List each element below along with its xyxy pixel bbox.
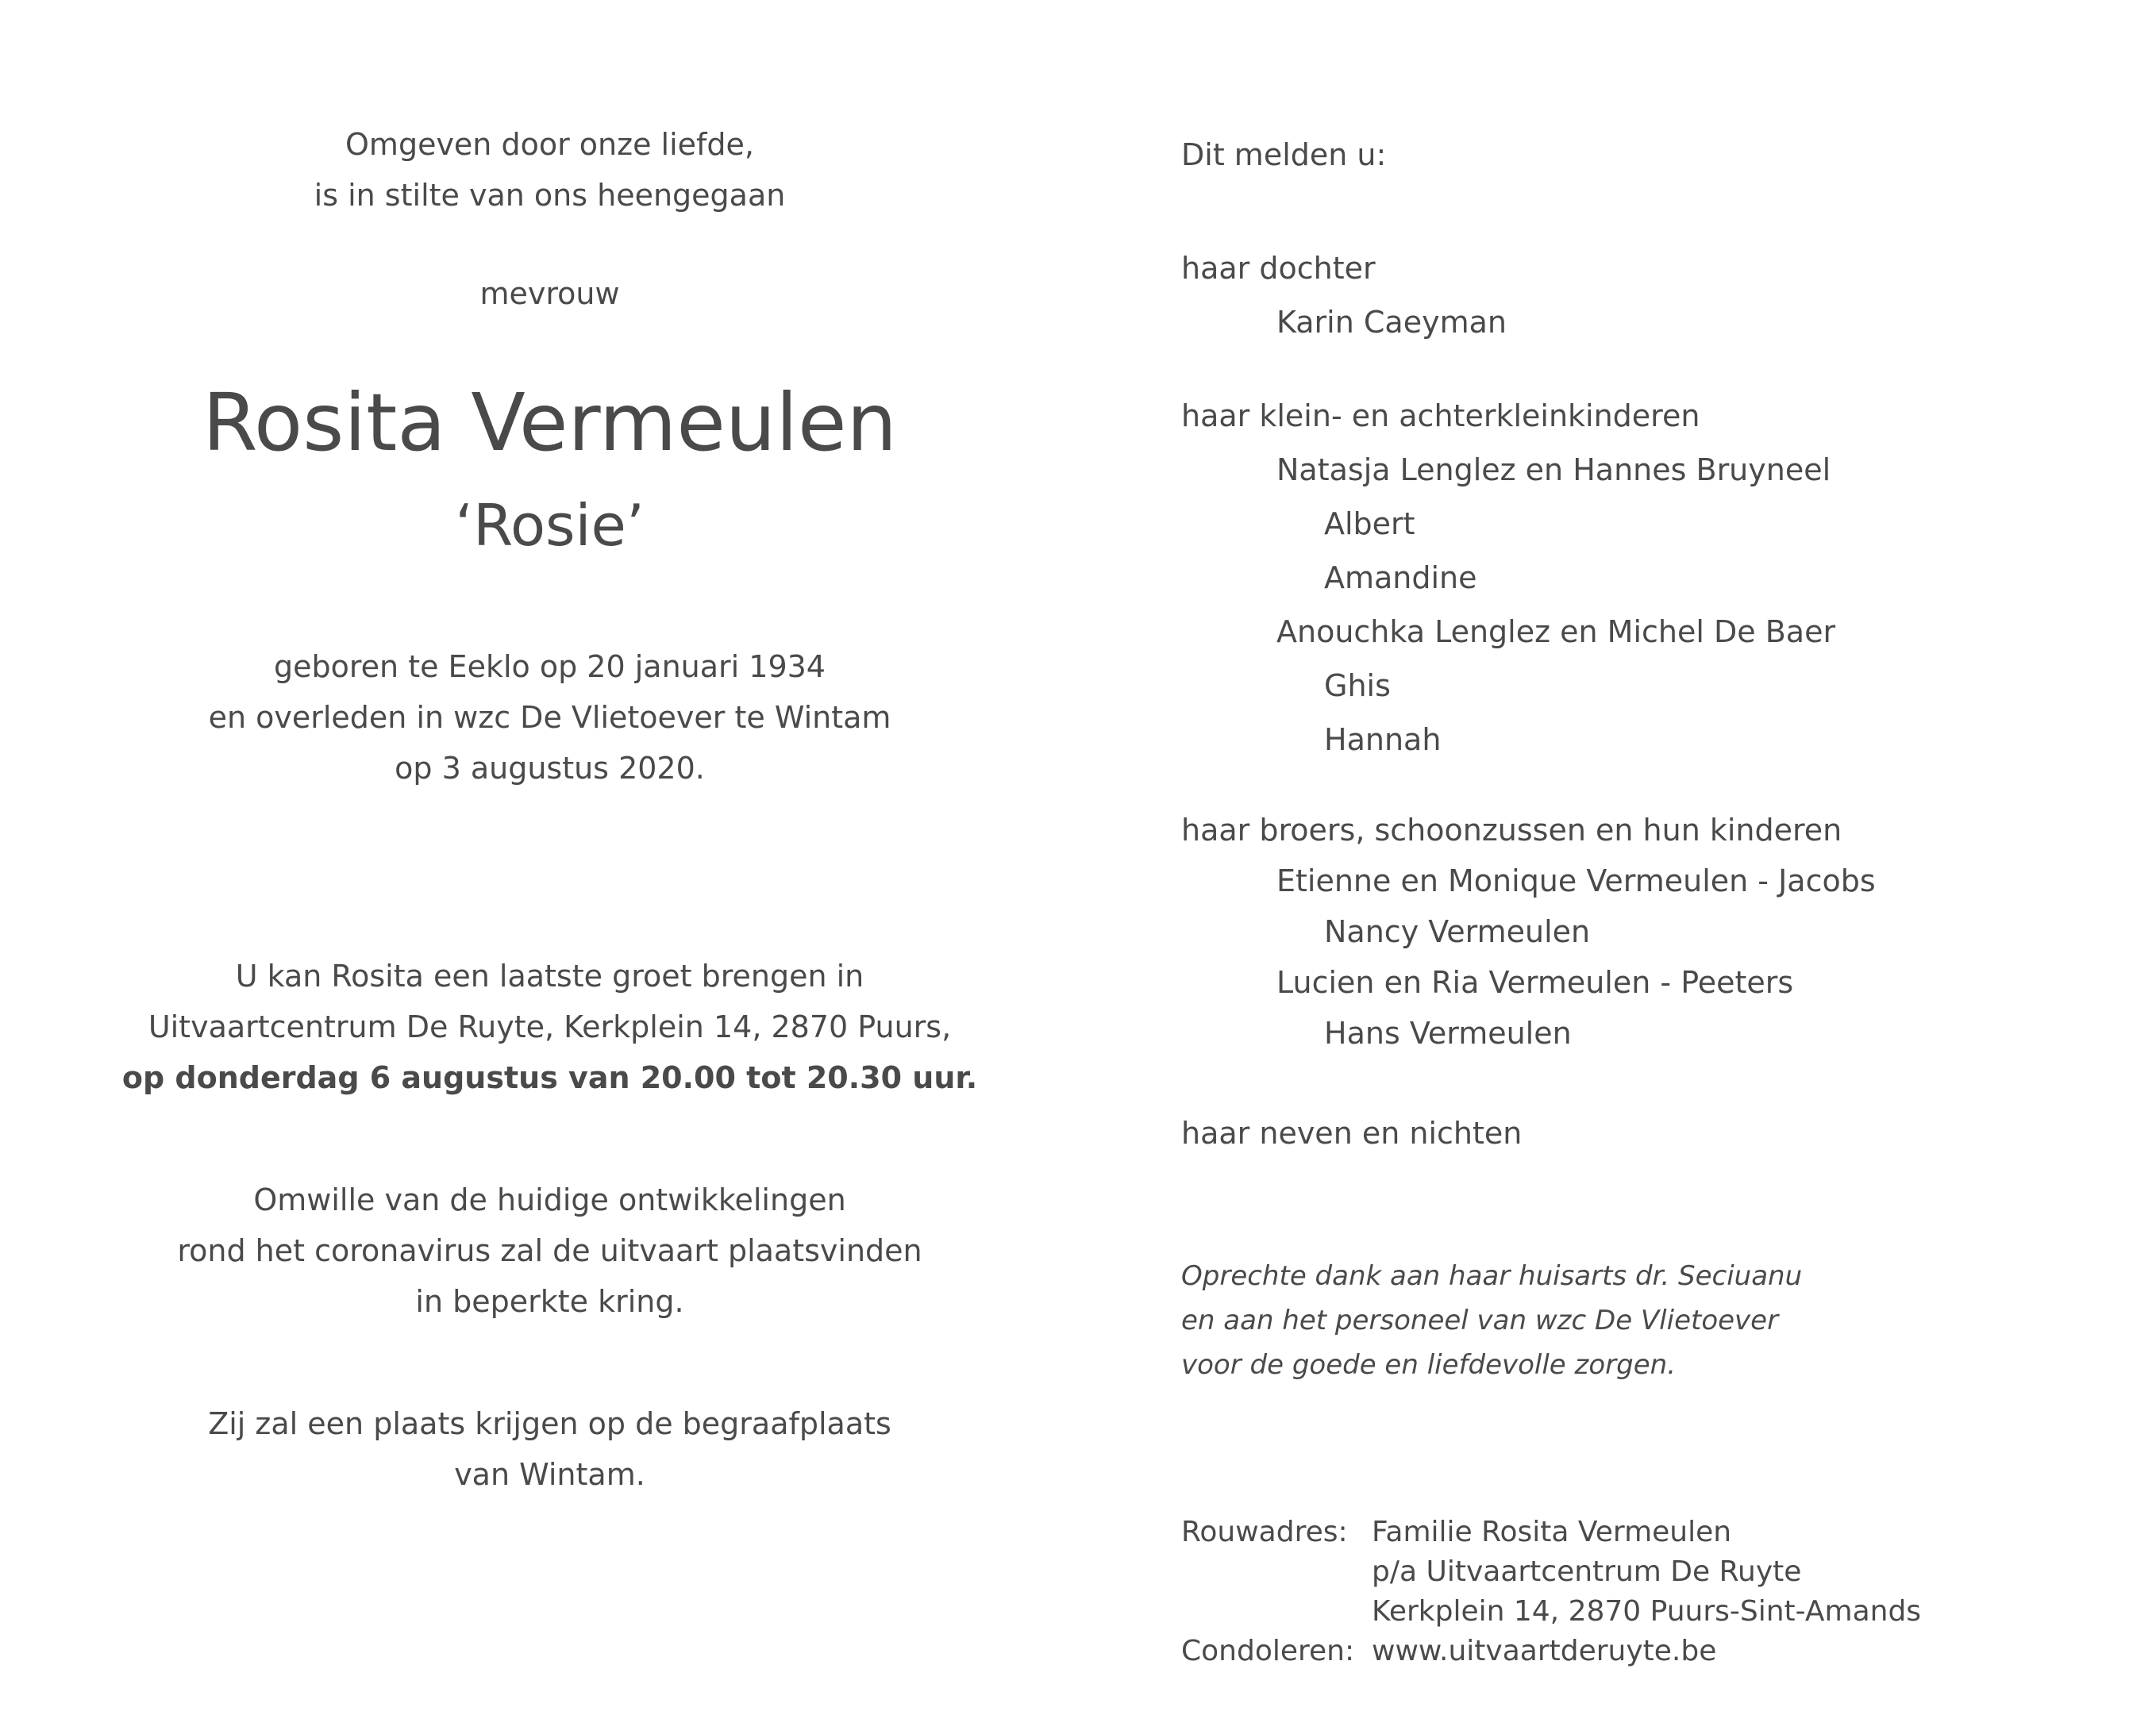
life-line: op 3 augustus 2020. xyxy=(395,751,705,786)
address-line: p/a Uitvaartcentrum De Ruyte xyxy=(1372,1555,1802,1588)
corona-line: rond het coronavirus zal de uitvaart plaatsvinden xyxy=(177,1233,922,1268)
visitation-time: op donderdag 6 augustus van 20.00 tot 20.30 uur. xyxy=(121,1060,978,1095)
siblings-label: haar broers, schoonzussen en hun kinderen xyxy=(1181,813,1842,848)
thanks-line: voor de goede en liefdevolle zorgen. xyxy=(1181,1349,1677,1381)
burial-line: Zij zal een plaats krijgen op de begraafplaats xyxy=(208,1406,891,1441)
nephew-niece: Nancy Vermeulen xyxy=(1324,914,1591,949)
deceased-name: Rosita Vermeulen xyxy=(202,376,897,469)
visitation-line: U kan Rosita een laatste groet brengen in xyxy=(235,959,864,994)
daughter-name: Karin Caeyman xyxy=(1276,305,1507,340)
grandchild-couple: Anouchka Lenglez en Michel De Baer xyxy=(1276,614,1836,649)
right-column xyxy=(1181,0,2118,1734)
great-grandchild: Albert xyxy=(1324,506,1415,541)
grandchild-couple: Natasja Lenglez en Hannes Bruyneel xyxy=(1276,452,1831,487)
grandchildren-label: haar klein- en achterkleinkinderen xyxy=(1181,398,1700,433)
great-grandchild: Ghis xyxy=(1324,668,1391,703)
cousins-label: haar neven en nichten xyxy=(1181,1116,1523,1151)
daughter-label: haar dochter xyxy=(1181,251,1376,286)
address-block xyxy=(1372,1513,1921,1632)
corona-notice xyxy=(79,1175,1020,1327)
corona-line: in beperkte kring. xyxy=(415,1284,684,1319)
sibling-couple: Etienne en Monique Vermeulen - Jacobs xyxy=(1276,863,1876,898)
burial-line: van Wintam. xyxy=(454,1457,645,1492)
thanks-line: Oprechte dank aan haar huisarts dr. Seciuanu xyxy=(1181,1260,1803,1292)
visitation-info xyxy=(79,951,1020,1103)
intro-line: Omgeven door onze liefde, xyxy=(345,127,754,162)
condolence-link[interactable]: www.uitvaartderuyte.be xyxy=(1372,1635,1717,1667)
great-grandchild: Hannah xyxy=(1324,722,1442,757)
burial-info xyxy=(79,1398,1020,1500)
life-dates xyxy=(79,641,1020,794)
thanks-line: en aan het personeel van wzc De Vlietoever xyxy=(1181,1305,1779,1336)
address-line: Familie Rosita Vermeulen xyxy=(1372,1516,1732,1548)
left-column xyxy=(79,0,1020,1734)
announcement-header: Dit melden u: xyxy=(1181,137,1387,172)
address-line: Kerkplein 14, 2870 Puurs-Sint-Amands xyxy=(1372,1595,1922,1628)
visitation-line: Uitvaartcentrum De Ruyte, Kerkplein 14, 2870 Puurs, xyxy=(148,1009,952,1044)
address-label: Rouwadres: xyxy=(1181,1516,1348,1548)
intro-line: is in stilte van ons heengegaan xyxy=(314,178,786,213)
sibling-couple: Lucien en Ria Vermeulen - Peeters xyxy=(1276,965,1794,1000)
condolence-label: Condoleren: xyxy=(1181,1635,1355,1667)
thanks-text xyxy=(1181,1254,1802,1387)
nephew-niece: Hans Vermeulen xyxy=(1324,1016,1572,1051)
intro-text xyxy=(79,119,1020,221)
deceased-nickname: ‘Rosie’ xyxy=(455,492,645,559)
great-grandchild: Amandine xyxy=(1324,560,1477,595)
corona-line: Omwille van de huidige ontwikkelingen xyxy=(253,1182,846,1217)
title-word: mevrouw xyxy=(479,276,620,311)
life-line: geboren te Eeklo op 20 januari 1934 xyxy=(274,649,826,684)
life-line: en overleden in wzc De Vlietoever te Wintam xyxy=(208,700,891,735)
